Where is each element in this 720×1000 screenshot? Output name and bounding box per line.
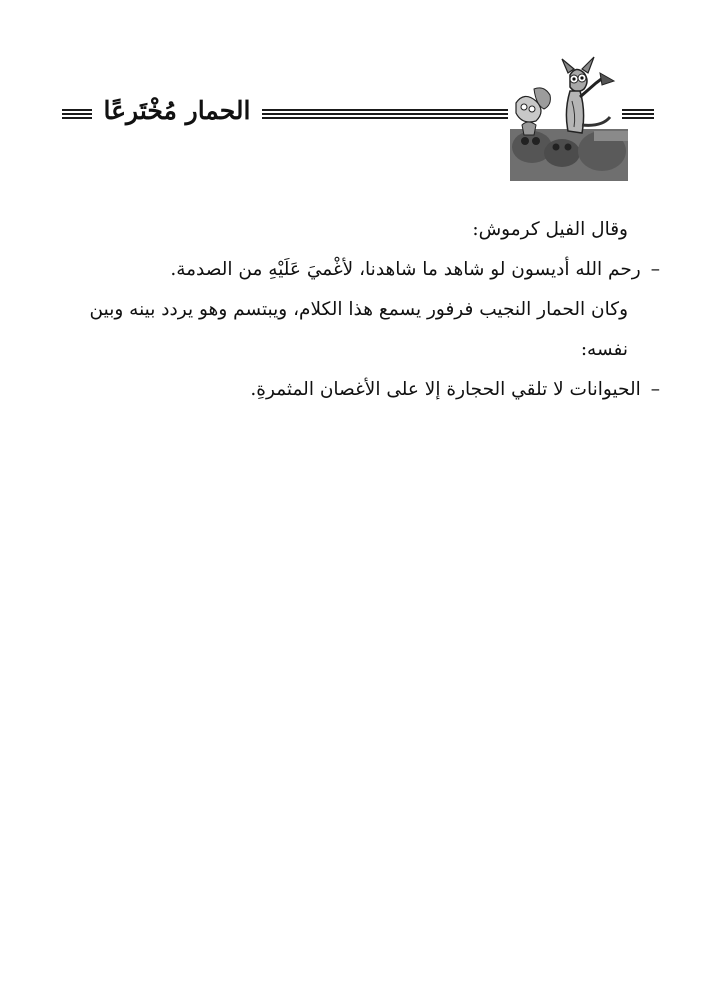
decorative-rule-middle: [262, 109, 508, 120]
dialogue-dash: –: [650, 259, 660, 280]
narration-paragraph: وكان الحمار النجيب فرفور يسمع هذا الكلام، ويبتسم وهو يردد بينه وبين نفسه:: [89, 299, 628, 360]
dialogue-line: [60, 370, 660, 410]
story-text: [60, 210, 660, 410]
cartoon-fox-and-animals-icon: [510, 55, 628, 181]
dialogue-line: [60, 250, 660, 290]
decorative-rule-right: [622, 109, 654, 120]
dialogue-dash: –: [650, 379, 660, 400]
decorative-rule-left: [62, 109, 92, 120]
dialogue-text: رحم الله أديسون لو شاهد ما شاهدنا، لأغْميَ عَلَيْهِ من الصدمة.: [170, 259, 641, 280]
chapter-title: الحمار مُخْتَرعًا: [103, 96, 251, 125]
page-header: [0, 55, 720, 185]
narration-line: وقال الفيل كرموش:: [472, 219, 628, 240]
dialogue-text: الحيوانات لا تلقي الحجارة إلا على الأغصان المثمرةِ.: [250, 379, 641, 400]
